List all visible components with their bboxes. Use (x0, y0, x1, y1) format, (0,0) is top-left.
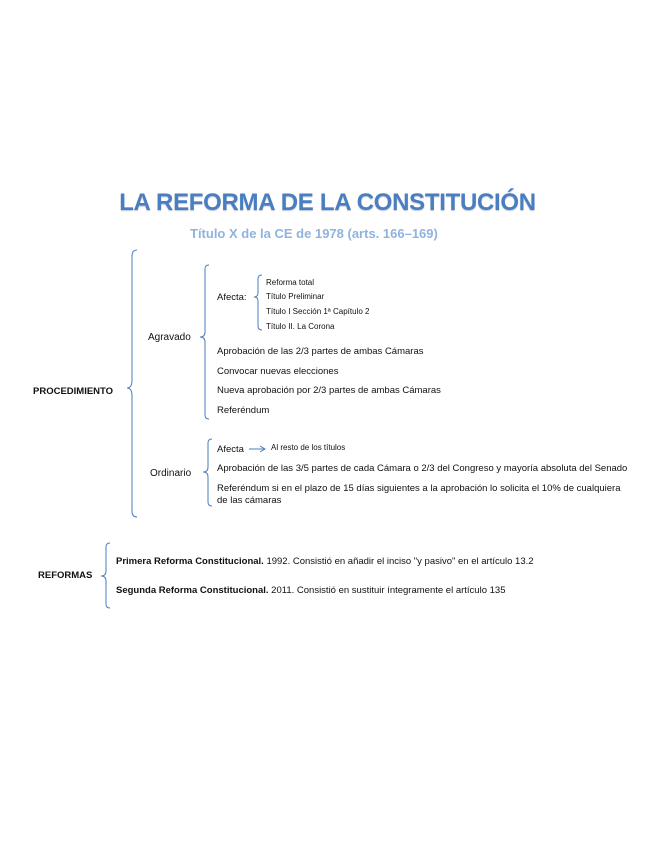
ordinario-label: Ordinario (150, 468, 192, 479)
page-title: LA REFORMA DE LA CONSTITUCIÓN (119, 189, 536, 216)
agravado-step: Nueva aprobación por 2/3 partes de ambas Cámaras (217, 385, 441, 396)
agravado-afecta-label: Afecta: (217, 292, 247, 303)
bracket-procedimiento (127, 250, 137, 517)
agravado-step: Referéndum (217, 405, 270, 416)
afecta-item: Título II. La Corona (266, 322, 335, 331)
agravado-label: Agravado (148, 332, 191, 343)
ordinario-step: Referéndum si en el plazo de 15 días siguientes a la aprobación lo solicita el 10% de cualquiera (217, 483, 621, 494)
afecta-item: Título Preliminar (266, 292, 325, 301)
reforma-name: Primera Reforma Constitucional. (116, 556, 264, 567)
agravado-step: Convocar nuevas elecciones (217, 366, 339, 377)
reforma-item (116, 556, 534, 567)
procedimiento-label: PROCEDIMIENTO (33, 386, 114, 397)
ordinario-afecta-label: Afecta (217, 444, 244, 455)
bracket-agravado (200, 265, 209, 419)
bracket-afecta (254, 275, 262, 330)
reforma-text: 1992. Consistió en añadir el inciso "y pasivo" en el artículo 13.2 (263, 556, 534, 567)
reforma-text: 2011. Consistió en sustituir íntegramente el artículo 135 (268, 585, 506, 596)
afecta-item: Reforma total (266, 278, 315, 287)
afecta-item: Título I Sección 1ª Capítulo 2 (266, 307, 370, 316)
reforma-item (116, 585, 505, 596)
ordinario-step-continuation: de las cámaras (217, 495, 282, 506)
agravado-step: Aprobación de las 2/3 partes de ambas Cámaras (217, 346, 424, 357)
ordinario-afecta-target: Al resto de los títulos (271, 443, 346, 452)
page-subtitle: Título X de la CE de 1978 (arts. 166–169) (190, 226, 438, 241)
ordinario-step: Aprobación de las 3/5 partes de cada Cámara o 2/3 del Congreso y mayoría absoluta del Senado (217, 463, 628, 474)
reforma-name: Segunda Reforma Constitucional. (116, 585, 269, 596)
bracket-reformas (101, 543, 110, 608)
bracket-ordinario (203, 439, 212, 506)
reformas-label: REFORMAS (38, 570, 93, 581)
